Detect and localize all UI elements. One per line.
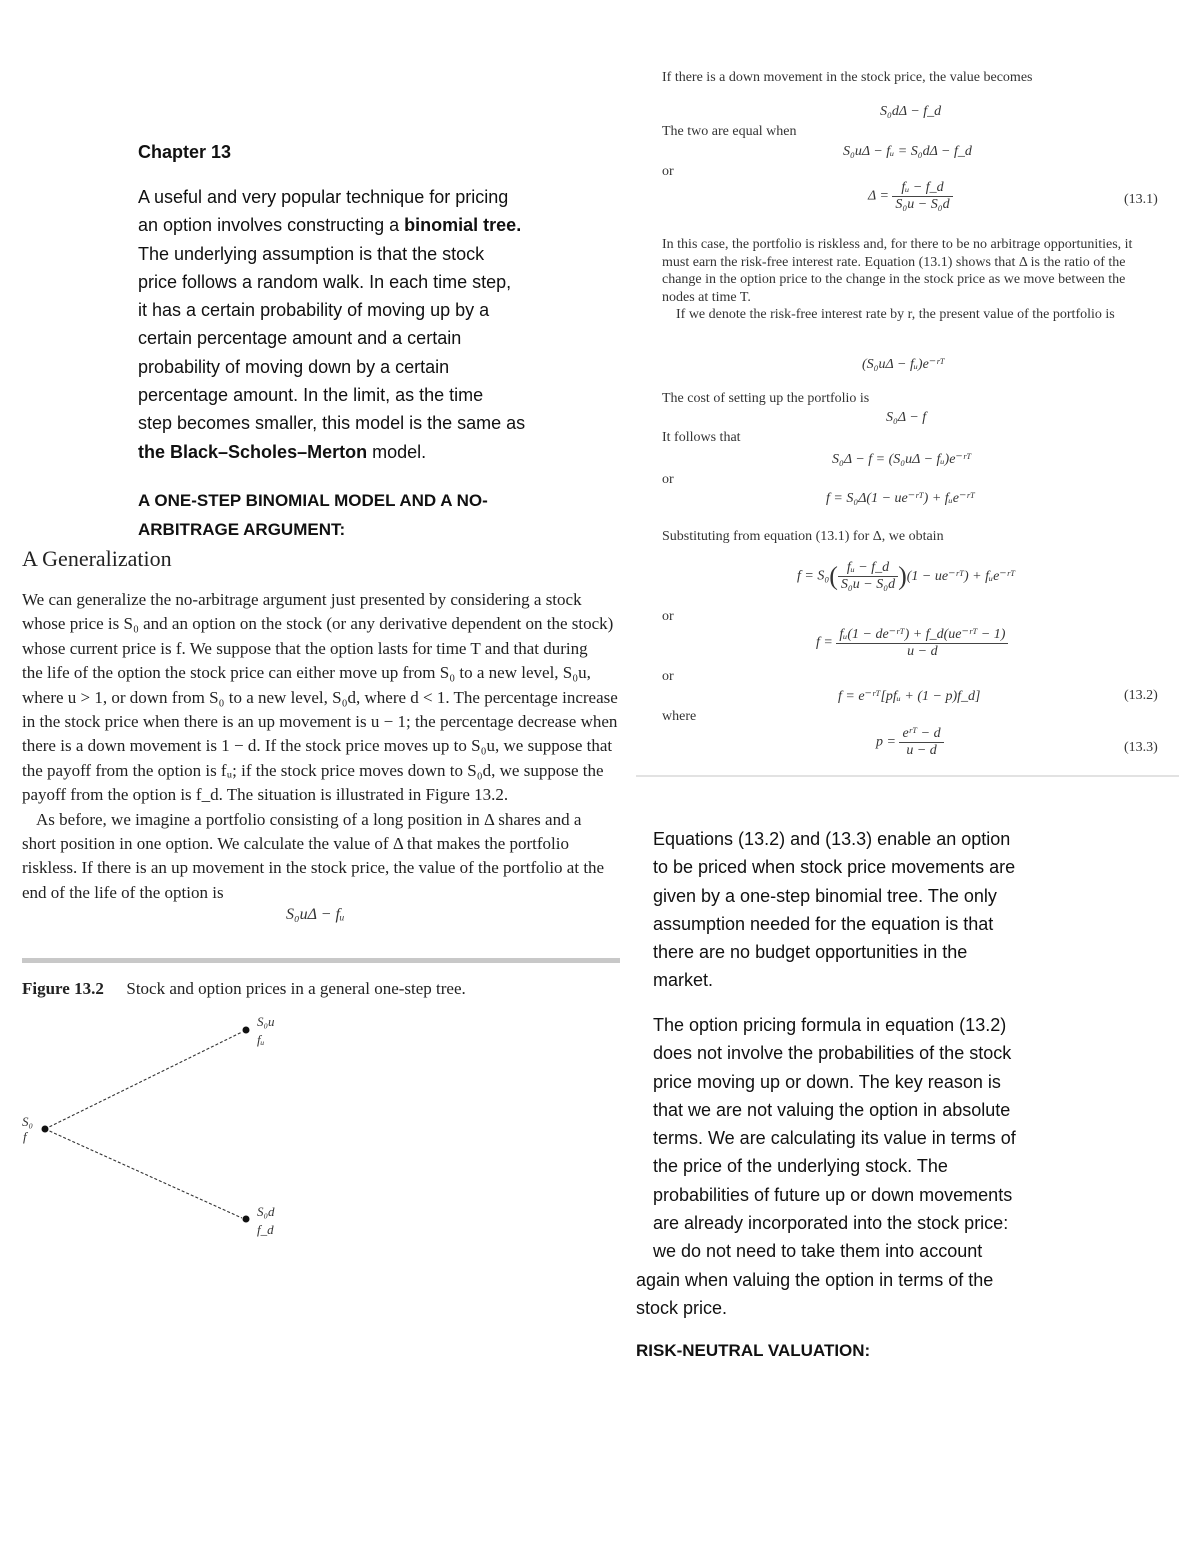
up-node <box>243 1027 250 1034</box>
word-or: or <box>662 609 674 624</box>
section-heading: A ONE-STEP BINOMIAL MODEL AND A NO- ARBITRAGE ARGUMENT: <box>138 491 488 539</box>
binomial-tree-diagram <box>15 1008 315 1248</box>
root-stock-label: S₀ <box>22 1114 34 1129</box>
figure-divider <box>22 958 620 963</box>
equation-number-13-1: (13.1) <box>1124 192 1158 207</box>
line-cost: The cost of setting up the portfolio is <box>662 391 870 406</box>
root-option-label: f <box>23 1129 27 1144</box>
equation-equal: S₀uΔ − fᵤ = S₀dΔ − f_d <box>843 144 972 159</box>
figure-caption-text: Stock and option prices in a general one-step tree. <box>126 979 466 998</box>
equations-paragraph: Equations (13.2) and (13.3) enable an option to be priced when stock price movements are given by a one-step binomial tree. The only assumption needed for the equation is that there are no budget opportunities in the market. <box>653 829 1016 991</box>
down-stock-label: S₀d <box>257 1204 275 1219</box>
equation-number-13-2: (13.2) <box>1124 688 1158 703</box>
risk-neutral-heading: RISK-NEUTRAL VALUATION: <box>636 1341 871 1360</box>
line-follows: It follows that <box>662 430 741 445</box>
intro-line: the Black–Scholes–Merton model. <box>138 441 427 462</box>
intro-line: price follows a random walk. In each time step, <box>138 271 512 292</box>
down-node <box>243 1216 250 1223</box>
word-where: where <box>662 709 697 724</box>
equation-delta: Δ = $\frac{\text{fᵤ − f\_d}}{\text{S₀u − S₀d}}$ <box>868 180 953 213</box>
probabilities-paragraph: The option pricing formula in equation (13.2) does not involve the probabilities of the stock price moving up or down. The key reason is that we are not valuing the option in absolute terms. We are calculating its value in terms of the price of the underlying stock. The probabilities of future up or down movements are already incorporated into the stock price: we do not need to take them into account again when valuing the option in terms of the stock price. <box>636 1015 1016 1318</box>
riskless-paragraph: In this case, the portfolio is riskless and, for there to be no arbitrage opportunities, it must earn the risk-free interest rate. Equation (13.1) shows that Δ is the ratio of the change in the option price to the change in the stock price as we move between the nodes at time T. If we denote the risk-free interest rate by r, the present value of the portfolio is <box>662 237 1133 323</box>
line-substituting: Substituting from equation (13.1) for Δ, we obtain <box>662 529 944 544</box>
equation-f2: f = S₀( $\frac{\text{fᵤ − f\_d}}{\text{S₀u − S₀d}}$ )(1 − ue⁻ʳᵀ) + fᵤe⁻ʳᵀ <box>797 560 1016 592</box>
line-equal-when: The two are equal when <box>662 124 797 139</box>
down-option-label: f_d <box>257 1222 274 1237</box>
equation-f3: f = $\frac{\text{fᵤ(1 − de⁻ʳᵀ) + f\_d(ue⁻ʳᵀ − 1)}}{u - d}$ <box>816 626 1008 660</box>
word-or: or <box>662 669 674 684</box>
figure-label: Figure 13.2 <box>22 979 104 998</box>
intro-line: it has a certain probability of moving up by a <box>138 300 490 321</box>
equation-number-13-3: (13.3) <box>1124 740 1158 755</box>
up-branch <box>45 1032 242 1129</box>
generalization-paragraph: We can generalize the no-arbitrage argument just presented by considering a stock whose price is S₀ and an option on the stock (or any derivative dependent on the stock) whose current price is f. We suppose that the option lasts for time T and that during the life of the option the stock price can either move up from S₀ to a new level, S₀u, where u > 1, or down from S₀ to a new level, S₀d, where d < 1. The percentage increase in the stock price when there is an up movement is u − 1; the percentage decrease when there is a down movement is 1 − d. If the stock price moves up to S₀u, we suppose that the payoff from the option is fᵤ; if the stock price moves down to S₀d, we suppose the payoff from the option is f_d. The situation is illustrated in Figure 13.2. As before, we imagine a portfolio consisting of a long position in Δ shares and a short position in one option. We calculate the value of Δ that makes the portfolio riskless. If there is an up movement in the stock price, the value of the portfolio at the end of the life of the option is <box>22 590 618 902</box>
root-node <box>42 1126 49 1133</box>
equation-up-value: S₀uΔ − fᵤ <box>286 906 345 923</box>
intro-line: A useful and very popular technique for pricing <box>138 187 509 207</box>
equation-down-value: S₀dΔ − f_d <box>880 104 942 119</box>
scan-bottom-divider <box>636 775 1179 777</box>
equation-present-value: (S₀uΔ − fᵤ)e⁻ʳᵀ <box>862 357 945 372</box>
intro-paragraph <box>138 183 578 466</box>
line-down-movement: If there is a down movement in the stock price, the value becomes <box>662 70 1033 85</box>
term-bsm: the Black–Scholes–Merton <box>138 441 368 462</box>
term-binomial-tree: binomial tree. <box>404 215 522 236</box>
book-heading: A Generalization <box>22 546 172 571</box>
chapter-title: Chapter 13 <box>138 142 232 162</box>
intro-line: probability of moving down by a certain <box>138 356 450 377</box>
intro-line: step becomes smaller, this model is the same as <box>138 413 526 434</box>
equation-p: p = $\frac{\text{eʳᵀ − d}}{u - d}$ <box>876 726 944 759</box>
equation-f1: f = S₀Δ(1 − ue⁻ʳᵀ) + fᵤe⁻ʳᵀ <box>826 491 975 506</box>
word-or: or <box>662 164 674 179</box>
intro-line: percentage amount. In the limit, as the time <box>138 385 484 406</box>
equation-follows: S₀Δ − f = (S₀uΔ − fᵤ)e⁻ʳᵀ <box>832 452 972 467</box>
up-option-label: fᵤ <box>257 1032 265 1047</box>
down-branch <box>45 1129 242 1218</box>
up-stock-label: S₀u <box>257 1014 275 1029</box>
figure-caption <box>22 979 466 999</box>
intro-line: an option involves constructing a binomial tree. <box>138 215 522 236</box>
intro-line: certain percentage amount and a certain <box>138 328 462 349</box>
intro-line: The underlying assumption is that the stock <box>138 243 485 264</box>
word-or: or <box>662 472 674 487</box>
equation-cost: S₀Δ − f <box>886 410 927 425</box>
equation-f4: f = e⁻ʳᵀ[pfᵤ + (1 − p)f_d] <box>838 689 981 704</box>
